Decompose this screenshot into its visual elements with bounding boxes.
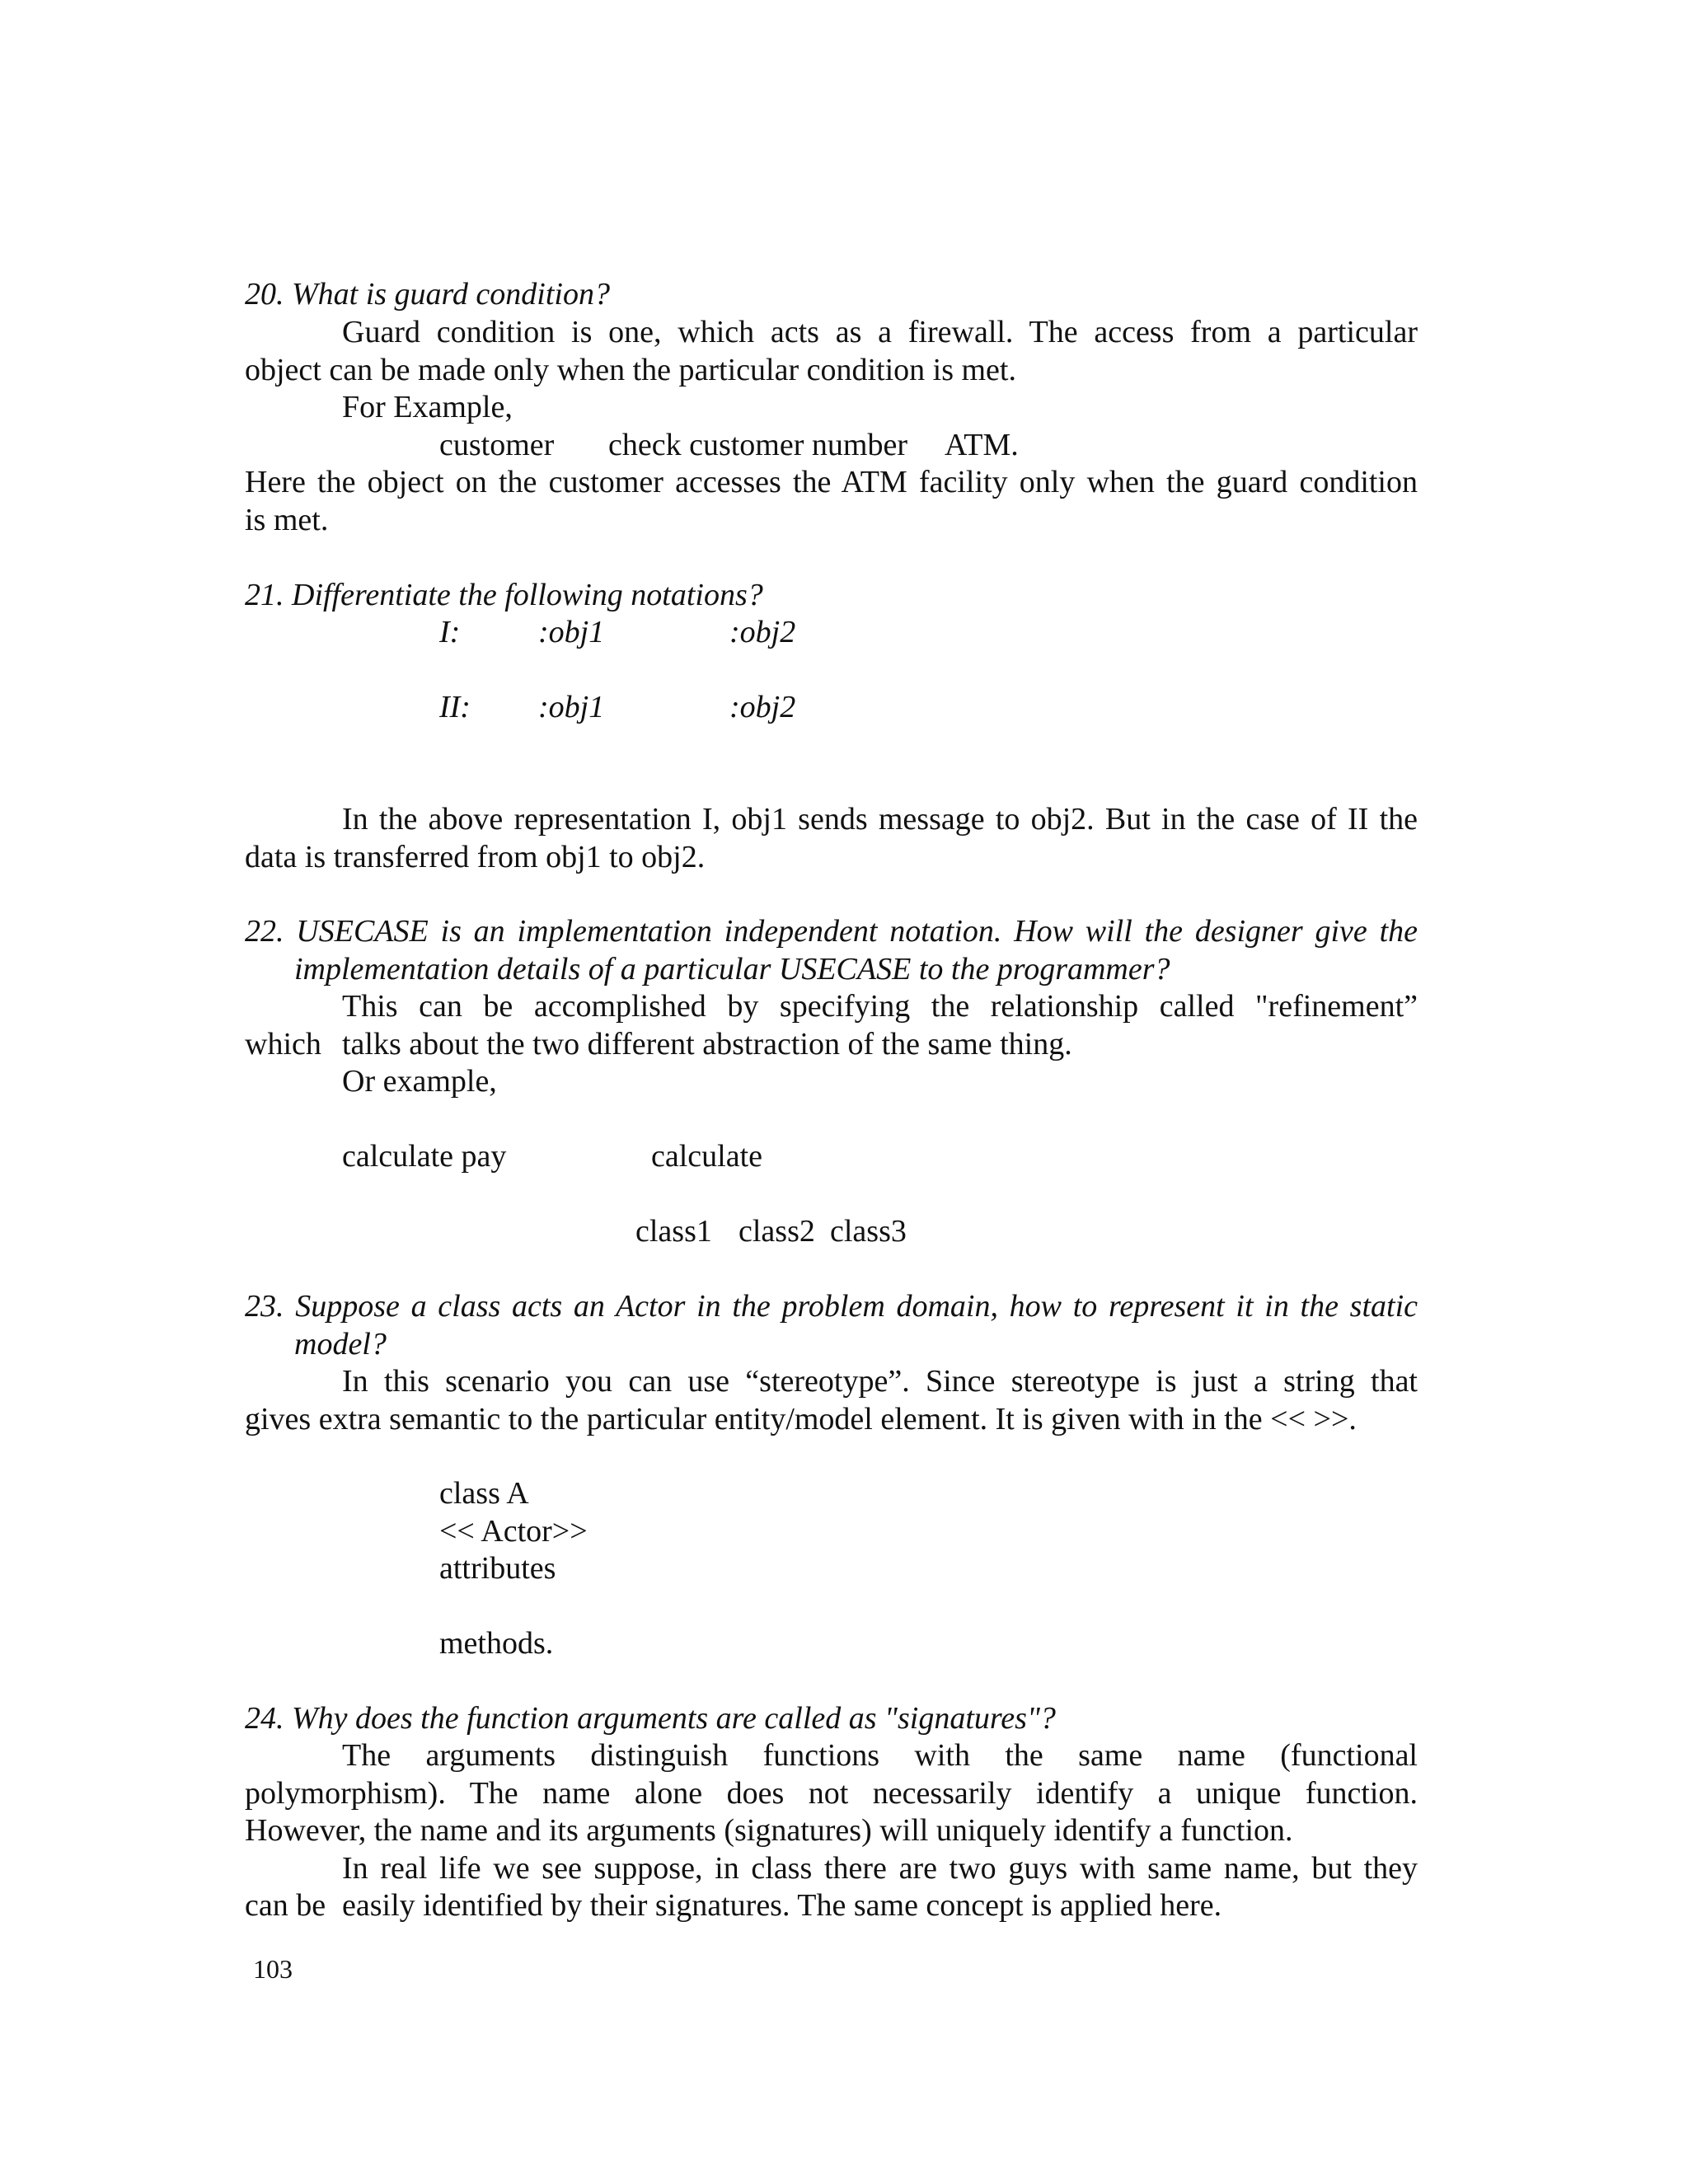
q22-or-example-label: Or example, [342,1064,497,1099]
q22-class-2: class2 [738,1214,815,1249]
q23-class-name: class A [439,1476,529,1511]
q20-conclusion-line-1: Here the object on the customer accesses the ATM facility only when the guard condition [245,465,1418,499]
q20-example-customer: customer [439,428,555,462]
q23-answer-line-2: gives extra semantic to the particular entity/model element. It is given with in the << >>. [245,1402,1357,1436]
question-23-heading-line-1: 23. Suppose a class acts an Actor in the problem domain, how to represent it in the static [245,1289,1418,1324]
q22-class-1: class1 [635,1214,712,1249]
q22-answer-line-2-prefix: which [245,1027,321,1062]
q21-notation-1-obj2: :obj2 [729,615,796,649]
q20-body-line-2: object can be made only when the particular condition is met. [245,353,1016,387]
q23-stereotype: << Actor>> [439,1514,588,1549]
question-21-heading: 21. Differentiate the following notations? [245,578,763,612]
q22-answer-line-1: This can be accomplished by specifying the relationship called "refinement” [342,989,1418,1024]
question-23-heading-line-2: model? [294,1327,387,1361]
q24-answer-line-3: However, the name and its arguments (signatures) will uniquely identify a function. [245,1813,1293,1848]
question-20-heading: 20. What is guard condition? [245,277,610,312]
q22-usecase-calculate-pay: calculate pay [342,1139,507,1174]
q22-class-3: class3 [830,1214,907,1249]
q20-example-atm: ATM. [945,428,1019,462]
question-22-heading-line-1: 22. USECASE is an implementation independent notation. How will the designer give the [245,914,1418,949]
q24-answer-line-5: easily identified by their signatures. The same concept is applied here. [342,1888,1222,1923]
q24-answer-line-2: polymorphism). The name alone does not necessarily identify a unique function. [245,1776,1418,1811]
question-22-heading-line-2: implementation details of a particular USECASE to the programmer? [294,952,1170,987]
q21-notation-1-label: I: [439,615,461,649]
q23-methods: methods. [439,1626,554,1661]
q24-answer-line-1: The arguments distinguish functions with the same name (functional [342,1738,1418,1773]
q20-for-example-label: For Example, [342,390,513,424]
q23-attributes: attributes [439,1551,556,1586]
q22-calculate: calculate [651,1139,763,1174]
q20-body-line-1: Guard condition is one, which acts as a firewall. The access from a particular [342,315,1418,349]
q23-answer-line-1: In this scenario you can use “stereotype”. Since stereotype is just a string that [342,1364,1418,1399]
q21-notation-2-obj2: :obj2 [729,690,796,724]
q20-example-check: check customer number [608,428,907,462]
q24-answer-line-4: In real life we see suppose, in class there are two guys with same name, but they [342,1851,1418,1886]
q20-conclusion-line-2: is met. [245,503,329,537]
q22-answer-line-2: talks about the two different abstraction of the same thing. [342,1027,1072,1062]
question-24-heading: 24. Why does the function arguments are called as "signatures"? [245,1701,1056,1736]
q24-answer-line-5-prefix: can be [245,1888,326,1923]
q21-answer-line-1: In the above representation I, obj1 sends message to obj2. But in the case of II the [342,802,1418,837]
page-number: 103 [253,1954,293,1984]
q21-notation-2-obj1: :obj1 [538,690,605,724]
q21-answer-line-2: data is transferred from obj1 to obj2. [245,840,706,874]
q21-notation-2-label: II: [439,690,471,724]
q21-notation-1-obj1: :obj1 [538,615,605,649]
